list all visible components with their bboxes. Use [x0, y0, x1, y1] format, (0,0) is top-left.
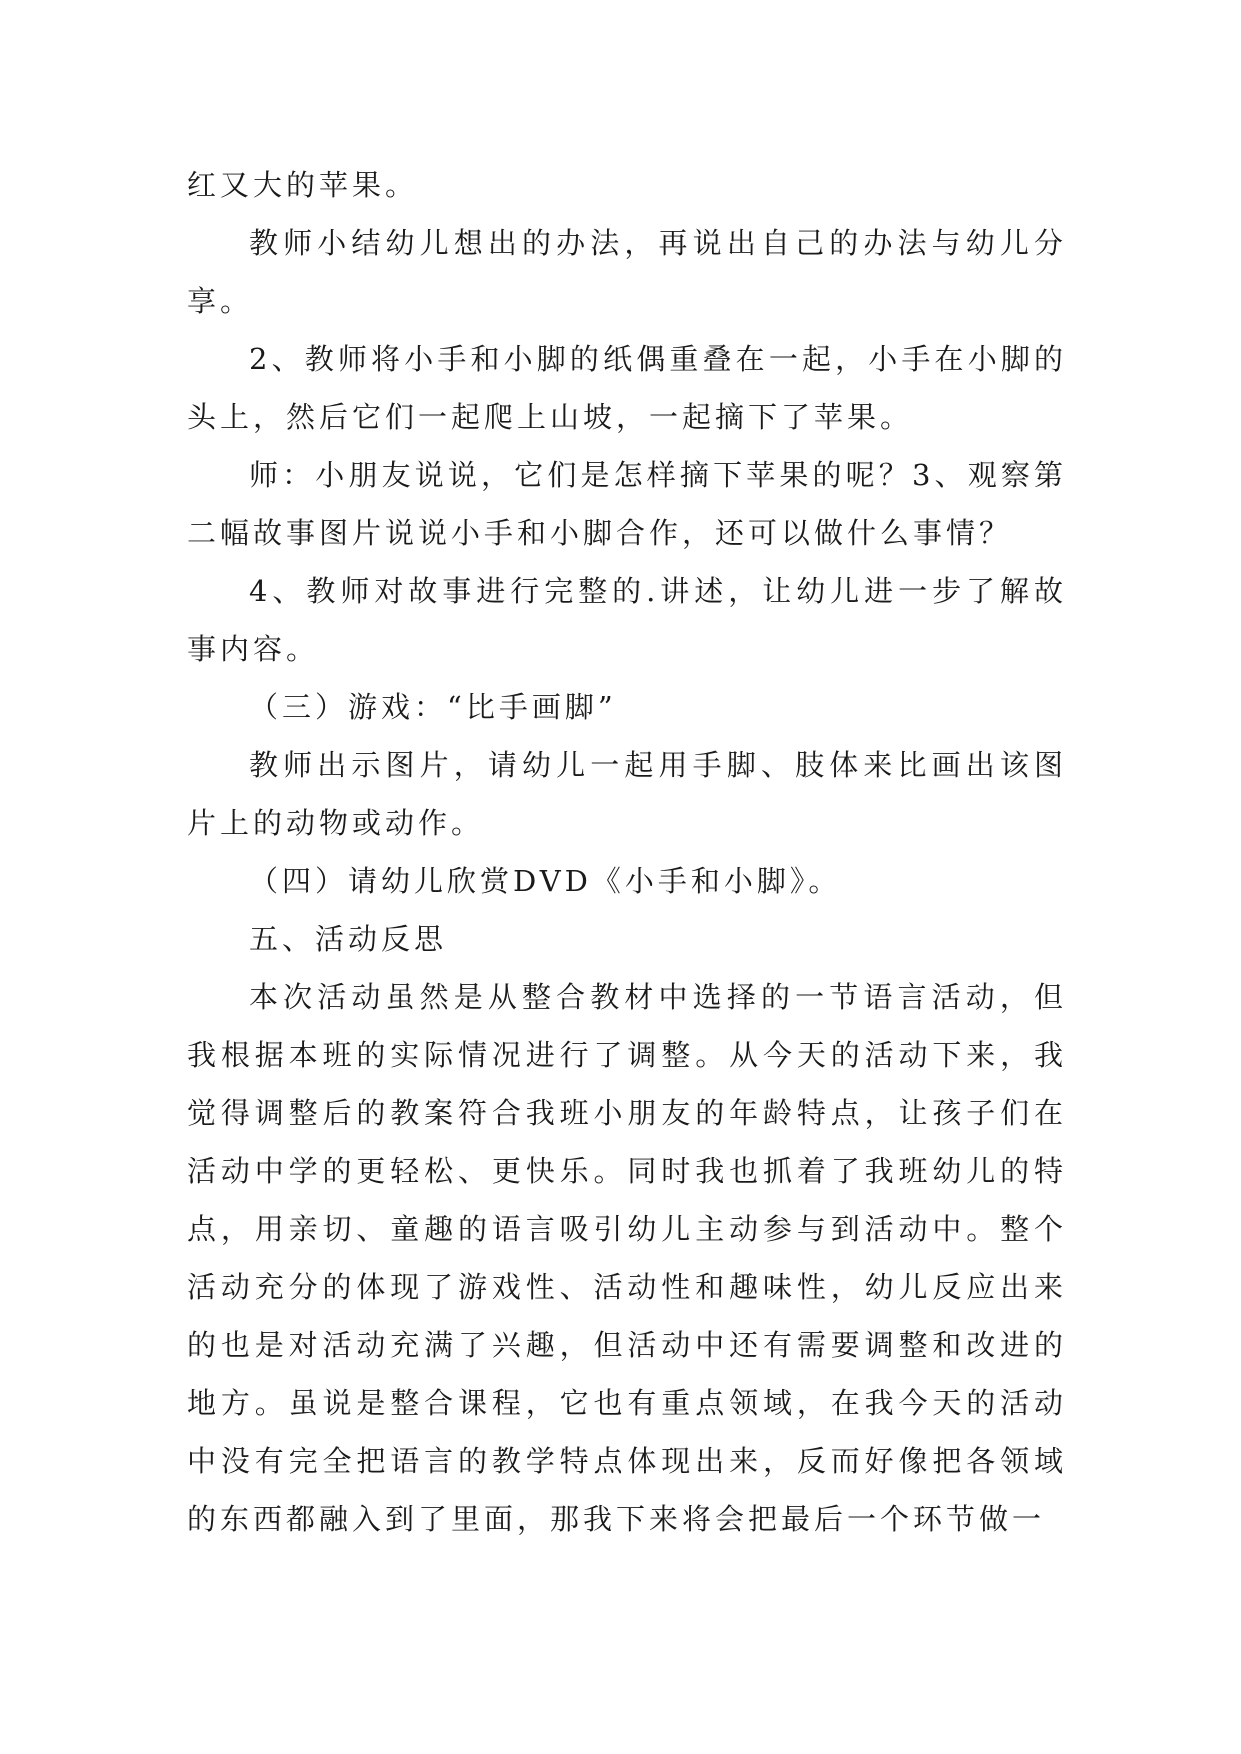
paragraph-step-3: 师：小朋友说说，它们是怎样摘下苹果的呢？3、观察第二幅故事图片说说小手和小脚合作，还可以做什么事情？	[187, 458, 1067, 550]
section-heading-game: （三）游戏：“比手画脚”	[249, 690, 617, 724]
section-heading-dvd: （四）请幼儿欣赏DVD《小手和小脚》。	[249, 864, 842, 898]
paragraph-step-2: 2、教师将小手和小脚的纸偶重叠在一起，小手在小脚的头上，然后它们一起爬上山坡，一起摘下了苹果。	[187, 342, 1067, 434]
section-heading-reflection: 五、活动反思	[249, 922, 448, 956]
document-body	[187, 156, 1067, 1548]
paragraph-teacher-summary: 教师小结幼儿想出的办法，再说出自己的办法与幼儿分享。	[187, 226, 1067, 318]
paragraph-continued: 红又大的苹果。	[187, 168, 419, 202]
paragraph-step-4: 4、教师对故事进行完整的.讲述，让幼儿进一步了解故事内容。	[187, 574, 1067, 666]
paragraph-reflection: 本次活动虽然是从整合教材中选择的一节语言活动，但我根据本班的实际情况进行了调整。从今天的活动下来，我觉得调整后的教案符合我班小朋友的年龄特点，让孩子们在活动中学的更轻松、更快乐。同时我也抓着了我班幼儿的特点，用亲切、童趣的语言吸引幼儿主动参与到活动中。整个活动充分的体现了游戏性、活动性和趣味性，幼儿反应出来的也是对活动充满了兴趣，但活动中还有需要调整和改进的地方。虽说是整合课程，它也有重点领域，在我今天的活动中没有完全把语言的教学特点体现出来，反而好像把各领域的东西都融入到了里面，那我下来将会把最后一个环节做一	[187, 980, 1067, 1536]
paragraph-game-description: 教师出示图片，请幼儿一起用手脚、肢体来比画出该图片上的动物或动作。	[187, 748, 1067, 840]
